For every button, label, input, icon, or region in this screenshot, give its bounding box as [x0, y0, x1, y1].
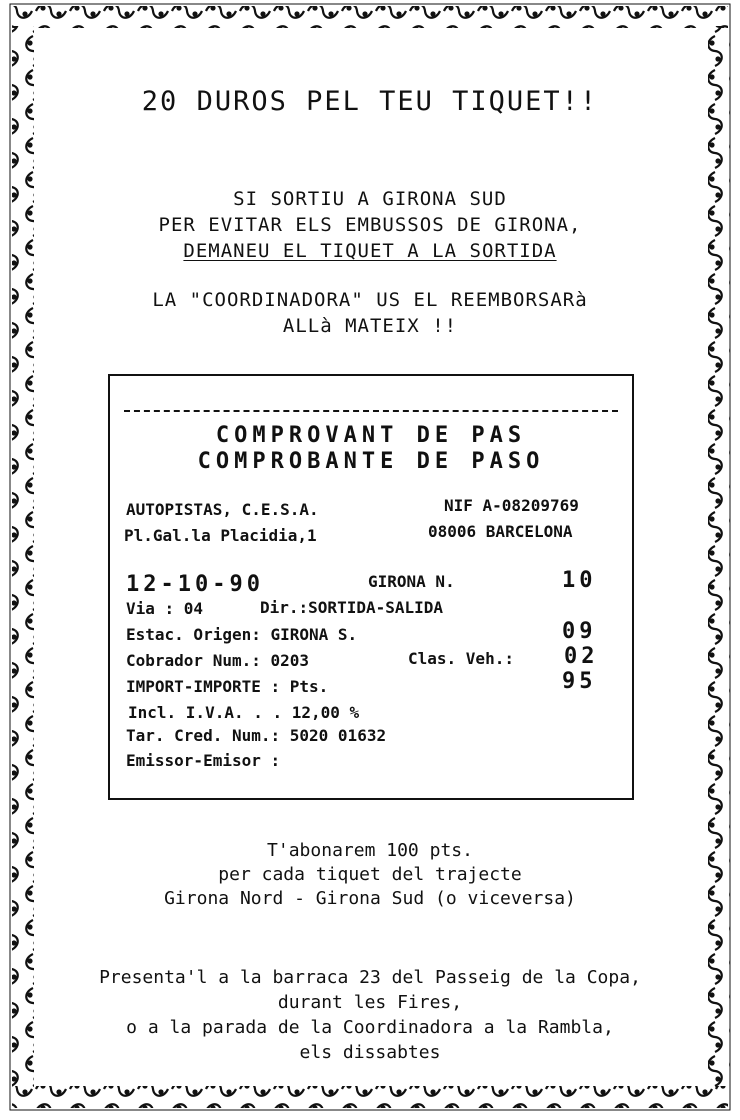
intro-line-1: SI SORTIU A GIRONA SUD	[233, 188, 507, 210]
intro-line-3: DEMANEU EL TIQUET A LA SORTIDA	[183, 240, 557, 262]
ticket-card: Tar. Cred. Num.: 5020 01632	[126, 726, 387, 745]
ticket-heading-1: COMPROVANT DE PAS	[215, 423, 527, 448]
ticket-issuer: Emissor-Emisor :	[126, 751, 281, 770]
toll-ticket	[108, 374, 634, 800]
footer-line-3: o a la parada de la Coordinadora a la Rambla,	[126, 1017, 614, 1038]
ticket-amount: IMPORT-IMPORTE : Pts.	[126, 677, 329, 696]
ticket-amount-num: 95	[562, 669, 597, 694]
offer-line-2: per cada tiquet del trajecte	[218, 864, 522, 885]
ticket-station-num: 10	[562, 568, 597, 593]
ticket-divider	[124, 410, 618, 412]
ticket-vat: Incl. I.V.A. . . 12,00 %	[128, 703, 360, 722]
ticket-city: 08006 BARCELONA	[428, 522, 573, 541]
ticket-date: 12-10-90	[126, 572, 264, 597]
refund-line-1: LA "COORDINADORA" US EL REEMBORSARà	[152, 289, 588, 311]
ticket-nif: NIF A-08209769	[444, 496, 579, 515]
refund-line-2: ALLà MATEIX !!	[282, 315, 458, 337]
footer-line-1: Presenta'l a la barraca 23 del Passeig de la Copa,	[99, 967, 641, 988]
footer-line-4: els dissabtes	[299, 1042, 441, 1063]
ticket-company: AUTOPISTAS, C.E.S.A.	[126, 500, 319, 519]
ticket-vehicle-class-num: 02	[564, 644, 599, 669]
ticket-via: Via : 04	[126, 599, 204, 618]
ticket-vehicle-class: Clas. Veh.:	[408, 649, 514, 668]
ticket-collector: Cobrador Num.: 0203	[126, 651, 310, 670]
ticket-heading-2: COMPROBANTE DE PASO	[197, 449, 545, 474]
footer-line-2: durant les Fires,	[277, 992, 463, 1013]
offer-line-3: Girona Nord - Girona Sud (o viceversa)	[164, 888, 576, 909]
page-title: 20 DUROS PEL TEU TIQUET!!	[141, 86, 599, 117]
offer-line-1: T'abonarem 100 pts.	[267, 840, 473, 861]
ticket-origin-num: 09	[562, 619, 597, 644]
ticket-address: Pl.Gal.la Placidia,1	[124, 526, 317, 545]
intro-line-2: PER EVITAR ELS EMBUSSOS DE GIRONA,	[158, 214, 582, 236]
ticket-direction: Dir.:SORTIDA-SALIDA	[260, 598, 444, 617]
ticket-origin: Estac. Origen: GIRONA S.	[126, 625, 358, 644]
ticket-station: GIRONA N.	[368, 572, 455, 591]
